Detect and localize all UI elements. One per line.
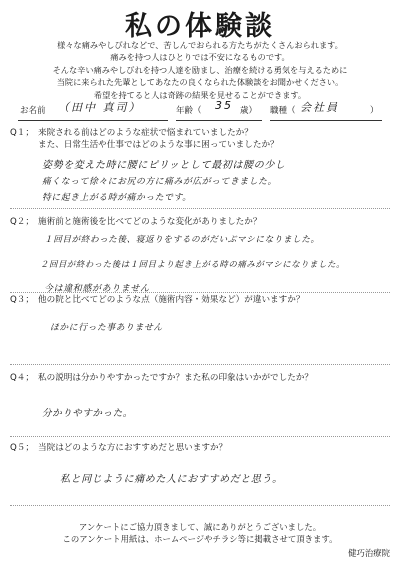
job-label: 職種（ xyxy=(270,106,296,116)
question-2 xyxy=(10,216,392,228)
question-3 xyxy=(10,294,392,306)
age-underline xyxy=(176,120,262,121)
question-text: 施術前と施術後を比べてどのような変化がありましたか？ xyxy=(38,217,262,227)
answer-rule xyxy=(10,436,390,437)
question-text: 他の院と比べてどのような点（施術内容・効果など）が違いますか？ xyxy=(38,295,305,305)
footer-line: このアンケート用紙は、ホームページやチラシ等に掲載させて頂きます。 xyxy=(62,534,338,544)
page-title: 私の体験談 xyxy=(125,11,275,42)
answer-rule xyxy=(10,208,390,209)
job-underline xyxy=(270,120,382,121)
question-4 xyxy=(10,372,392,384)
answer-1-line-1: 姿勢を変えた時に腰にピリッとして最初は腰の少し xyxy=(42,160,286,171)
answer-1-line-3: 特に起き上がる時が痛かったです。 xyxy=(42,193,192,203)
answer-1-line-2: 痛くなって徐々にお尻の方に痛みが広がってきました。 xyxy=(42,177,277,187)
question-text: また、日常生活や仕事ではどのような事に困っていましたか？ xyxy=(38,140,279,150)
intro-line: そんな辛い痛みやしびれを持つ人達を励まし、治療を続ける勇気を与えるために xyxy=(52,64,348,75)
answer-5-line-1: 私と同じように痛めた人におすすめだと思う。 xyxy=(60,474,283,485)
question-text: 当院はどのような方におすすめだと思いますか？ xyxy=(38,443,228,453)
question-5 xyxy=(10,442,392,454)
age-suffix: 歳） xyxy=(240,106,258,116)
footer-thanks xyxy=(30,521,370,545)
footer-line: アンケートにご協力頂きまして、誠にありがとうございました。 xyxy=(78,522,322,532)
answer-2-line-3: 今は違和感がありません xyxy=(44,284,150,294)
name-underline xyxy=(18,120,168,121)
answer-2-line-2: ２回目が終わった後は１回目より起き上がる時の痛みがマシになりました。 xyxy=(40,259,346,269)
question-1 xyxy=(10,127,392,151)
question-text: 私の説明は分かりやすかったですか？また私の印象はいかがでしたか？ xyxy=(38,373,314,383)
answer-4-line-1: 分かりやすかった。 xyxy=(42,408,133,419)
answer-rule xyxy=(10,364,390,365)
intro-line: 当院に来られた先輩としてあなたの良くなられた体験談をお聞かせください。 xyxy=(56,77,344,88)
name-label: お名前 xyxy=(20,106,46,116)
clinic-name: 健巧治療院 xyxy=(348,548,390,558)
answer-3-line-1: ほかに行った事ありません xyxy=(50,323,163,333)
question-text: 来院される前はどのような症状で悩まれていましたか？ xyxy=(38,128,253,138)
answer-rule xyxy=(10,505,390,506)
job-suffix: ） xyxy=(370,106,379,116)
question-number: Q４； xyxy=(10,373,34,383)
intro-text xyxy=(20,39,380,101)
intro-line: 様々な痛みやしびれなどで、苦しんでおられる方たちがたくさんおられます。 xyxy=(57,40,343,50)
question-number: Q３； xyxy=(10,295,34,305)
job-value: 会社員 xyxy=(300,101,339,114)
age-value: 35 xyxy=(215,99,233,112)
question-number: Q１； xyxy=(10,128,34,138)
age-label: 年齢（ xyxy=(176,106,202,116)
intro-line: 希望を持てると人は奇跡の結果を見せることができます。 xyxy=(93,89,307,100)
answer-2-line-1: １回目が終わった後、寝返りをするのがだいぶマシになりました。 xyxy=(44,235,320,245)
intro-line: 痛みを持つ人はひとりでは不安になるものです。 xyxy=(110,52,290,63)
name-value: （田中 真司） xyxy=(58,101,142,114)
question-number: Q２； xyxy=(10,217,34,227)
answer-rule xyxy=(10,292,390,293)
question-number: Q５； xyxy=(10,443,34,453)
